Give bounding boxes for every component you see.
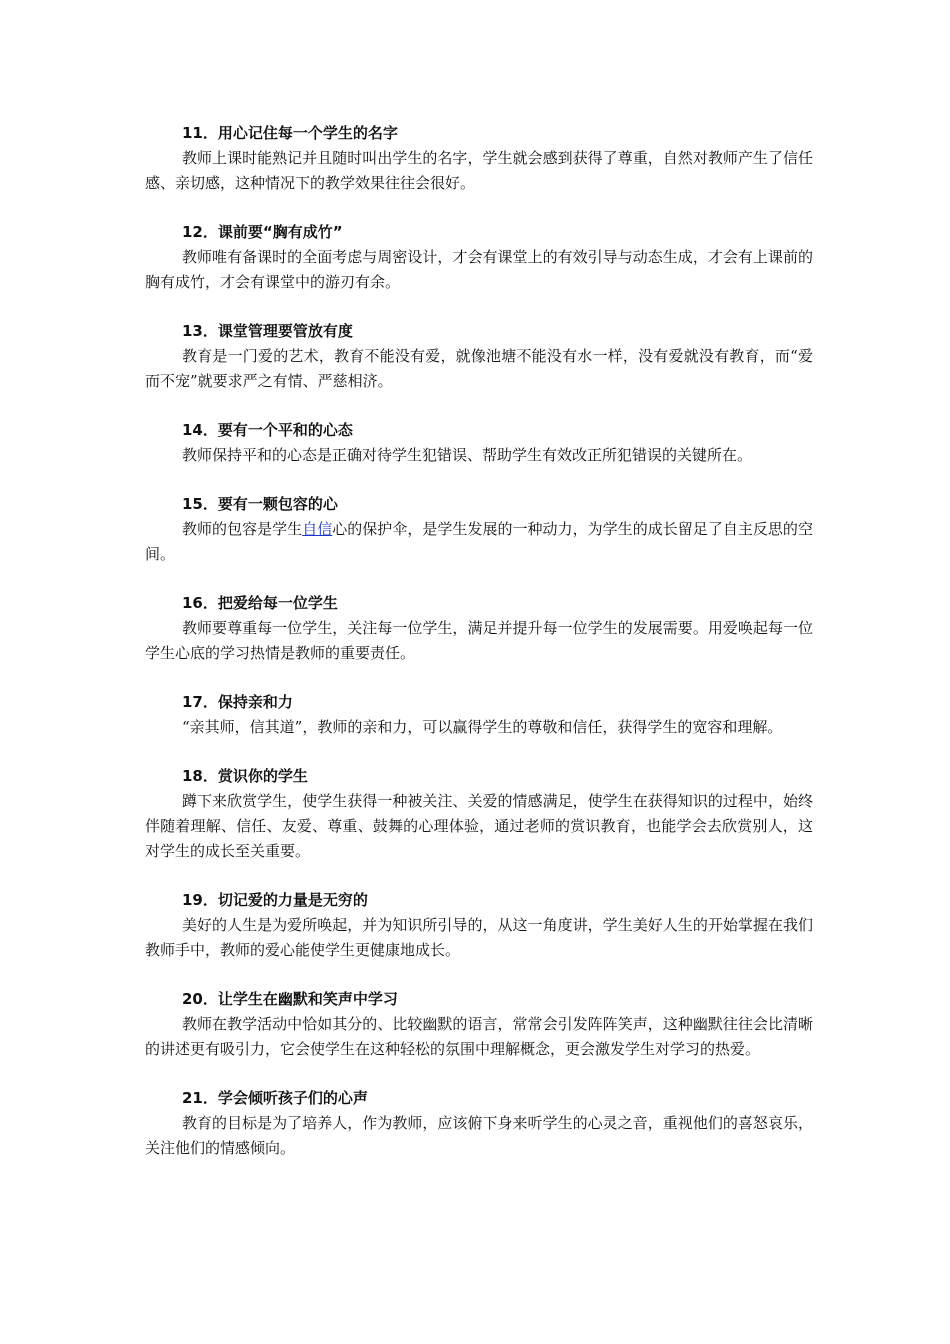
section-heading: 19．切记爱的力量是无穷的	[182, 891, 368, 909]
section-18	[145, 763, 813, 864]
paragraph-text-after-link: 心的保护伞，是学生发展的一种动力，为学生的成长留足了自主反思的空间。	[145, 520, 813, 563]
document-body	[145, 120, 813, 1184]
section-paragraph	[145, 517, 813, 567]
section-heading: 20．让学生在幽默和笑声中学习	[182, 990, 398, 1008]
section-paragraph: 教师唯有备课时的全面考虑与周密设计，才会有课堂上的有效引导与动态生成，才会有上课前的胸有成竹，才会有课堂中的游刃有余。	[145, 248, 813, 291]
section-16	[145, 590, 813, 666]
section-paragraph: 蹲下来欣赏学生，使学生获得一种被关注、关爱的情感满足，使学生在获得知识的过程中，始终伴随着理解、信任、友爱、尊重、鼓舞的心理体验，通过老师的赏识教育，也能学会去欣赏别人，这对学生的成长至关重要。	[145, 792, 813, 860]
section-paragraph: 教育是一门爱的艺术，教育不能没有爱，就像池塘不能没有水一样，没有爱就没有教育，而“爱而不宠”就要求严之有情、严慈相济。	[145, 347, 813, 390]
section-heading: 14．要有一个平和的心态	[182, 421, 353, 439]
section-paragraph: “亲其师，信其道”，教师的亲和力，可以赢得学生的尊敬和信任，获得学生的宽容和理解。	[182, 718, 783, 736]
section-heading: 21．学会倾听孩子们的心声	[182, 1089, 368, 1107]
section-12	[145, 219, 813, 295]
section-19	[145, 887, 813, 963]
section-paragraph: 美好的人生是为爱所唤起，并为知识所引导的，从这一角度讲，学生美好人生的开始掌握在我们教师手中，教师的爱心能使学生更健康地成长。	[145, 916, 813, 959]
section-heading: 11．用心记住每一个学生的名字	[182, 124, 398, 142]
section-paragraph: 教师保持平和的心态是正确对待学生犯错误、帮助学生有效改正所犯错误的关键所在。	[182, 446, 753, 464]
section-paragraph: 教师上课时能熟记并且随时叫出学生的名字，学生就会感到获得了尊重，自然对教师产生了信任感、亲切感，这种情况下的教学效果往往会很好。	[145, 149, 813, 192]
section-paragraph: 教师要尊重每一位学生，关注每一位学生，满足并提升每一位学生的发展需要。用爱唤起每一位学生心底的学习热情是教师的重要责任。	[145, 619, 813, 662]
section-21	[145, 1085, 813, 1161]
section-heading: 18．赏识你的学生	[182, 767, 308, 785]
section-14	[145, 417, 813, 468]
section-heading: 13．课堂管理要管放有度	[182, 322, 353, 340]
section-heading: 15．要有一颗包容的心	[182, 495, 338, 513]
section-heading: 16．把爱给每一位学生	[182, 594, 338, 612]
section-paragraph: 教师在教学活动中恰如其分的、比较幽默的语言，常常会引发阵阵笑声，这种幽默往往会比清晰的讲述更有吸引力，它会使学生在这种轻松的氛围中理解概念，更会激发学生对学习的热爱。	[145, 1015, 813, 1058]
section-17	[145, 689, 813, 740]
section-20	[145, 986, 813, 1062]
section-paragraph: 教育的目标是为了培养人，作为教师，应该俯下身来听学生的心灵之音，重视他们的喜怒哀乐，关注他们的情感倾向。	[145, 1114, 813, 1157]
paragraph-text-before-link: 教师的包容是学生	[182, 520, 303, 538]
section-heading: 17．保持亲和力	[182, 693, 293, 711]
confidence-link[interactable]: 自信	[302, 520, 333, 538]
section-13	[145, 318, 813, 394]
section-15	[145, 491, 813, 567]
section-heading: 12．课前要“胸有成竹”	[182, 223, 343, 241]
section-11	[145, 120, 813, 196]
